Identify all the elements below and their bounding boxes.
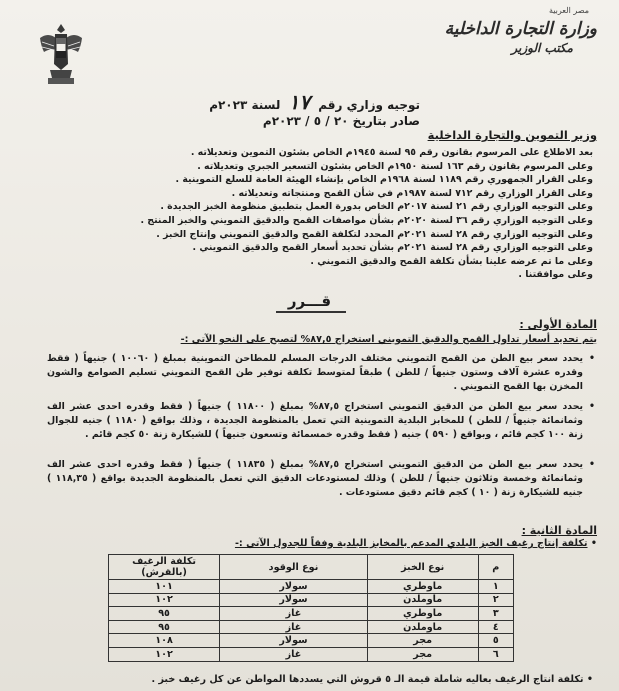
bullet-text: • يحدد سعر بيع الطن من القمح التمويني مختلف الدرجات المسلم للمطاحن التموينية بمبلغ ( ١٠٠٦٠ ) جنيهاً ( فقط وقدره عشرة آلاف وستون جنيهاً / للطن ) طبقاً لمتوسط تكلفة توفير طن القمح التمويني تسليم الصوامع والشون المخزن بها القمح التمويني . [47, 352, 595, 395]
article-2-title: المادة الثانية : [521, 524, 597, 537]
table-cell: ١ [478, 580, 513, 594]
table-cell: سولار [220, 634, 368, 648]
article-2-subtitle: • تكلفة إنتاج رغيف الخبز البلدي المدعم بالمخابز البلدية وفقاً للجدول الآتي :- [234, 538, 597, 549]
table-cell: سولار [220, 593, 368, 607]
table-cell: ١٠٢ [109, 647, 220, 661]
bullet-text: • يحدد سعر بيع الطن من الدقيق التمويني استخراج ٨٧,٥% بمبلغ ( ١١٨٠٠ ) جنيهاً ( فقط وقدره احدى عشر الف وثمانمائة جنيهاً / للطن ) للمخابز البلدية التموينية التي تعمل بالمنظومة الجديدة ، وذلك بواقع ( ١١٨٠ ) جنيه للجوال زنة ١٠٠ كجم قائم ، وبواقع ( ٥٩٠ ) جنيه ( فقط وقدره خمسمائة وتسعون جنيهاً ) للشيكارة زنة ٥٠ كجم قائم . [47, 400, 595, 443]
table-cell: مجر [367, 634, 478, 648]
article-1-bullet [47, 400, 595, 443]
preamble-line: وعلى القرار الجمهوري رقم ١١٨٩ لسنة ١٩٦٨م الخاص بإنشاء الهيئة العامة للسلع التموينية . [175, 174, 593, 186]
preamble-line: وعلى التوجيه الوزاري رقم ٢٨ لسنة ٢٠٢١م المحدد لتكلفة القمح والدقيق التمويني وإنتاج الخبز . [156, 228, 593, 240]
table-cell: ٦ [478, 647, 513, 661]
column-header: م [478, 555, 513, 580]
preamble-line: وعلى ما تم عرضه علينا بشأن تكلفة القمح والدقيق التمويني . [310, 255, 593, 267]
decree-number: ١٧ [288, 90, 311, 114]
article-2-subtitle-text: تكلفة إنتاج رغيف الخبز البلدي المدعم بالمخابز البلدية وفقاً للجدول الآتي :- [234, 538, 588, 549]
preamble-line: وعلى المرسوم بقانون رقم ١٦٣ لسنة ١٩٥٠م الخاص بشئون التسعير الجبري وتعديلاته . [197, 160, 593, 172]
table-cell: ٣ [478, 607, 513, 621]
preamble-line: وعلى التوجيه الوزاري رقم ٣٦ لسنة ٢٠٢٠م بشأن مواصفات القمح والدقيق التمويني والخبز المنتج . [140, 214, 593, 226]
ministry-header [397, 6, 597, 55]
table-cell: ٥ [478, 634, 513, 648]
decree-heading [120, 90, 420, 128]
decree-date-label: صادر بتاريخ [352, 114, 420, 128]
table-cell: ماوملدن [367, 620, 478, 634]
table-cell: ٩٥ [109, 620, 220, 634]
decision-heading: قـــرر [287, 292, 332, 310]
article-1-subtitle: يتم تحديد أسعار تداول القمح والدقيق التمويني استخراج ٨٧,٥% لتصبح على النحو الآتي :- [180, 334, 597, 345]
office-name: مكتب الوزير [511, 41, 573, 55]
table-row [109, 620, 514, 634]
table-row [109, 647, 514, 661]
table-cell: غاز [220, 620, 368, 634]
table-header-row [109, 555, 514, 580]
table-cell: غاز [220, 647, 368, 661]
table-cell: غاز [220, 607, 368, 621]
preamble [83, 146, 593, 282]
decree-year: لسنة ٢٠٢٣م [209, 98, 281, 112]
column-header: نوع الخبز [367, 555, 478, 580]
table-cell: ١٠٨ [109, 634, 220, 648]
country-name: مصر العربية [548, 6, 589, 15]
table-row [109, 593, 514, 607]
minister-title: وزير التموين والتجارة الداخلية [427, 128, 597, 142]
table-cell: ٢ [478, 593, 513, 607]
article-1-bullet [47, 352, 595, 395]
decision-underline [276, 311, 346, 313]
table-row [109, 607, 514, 621]
table-cell: ١٠٢ [109, 593, 220, 607]
table-cell: ماوطري [367, 607, 478, 621]
preamble-line: وعلى التوجيه الوزاري رقم ٢١ لسنة ٢٠١٧م الخاص بدورة العمل بتطبيق منظومة الخبز الجديدة . [160, 201, 593, 213]
preamble-line: بعد الاطلاع على المرسوم بقانون رقم ٩٥ لسنة ١٩٤٥م الخاص بشئون التموين وتعديلاته . [190, 147, 593, 158]
table-cell: ١٠١ [109, 580, 220, 594]
bullet-text: • يحدد سعر بيع الطن من الدقيق التمويني استخراج ٨٧,٥% بمبلغ ( ١١٨٣٥ ) جنيهاً ( فقط وقدره احدى عشر الف وثمانمائة وخمسة وثلاثون جنيهاً / للطن ) وذلك لمستودعات الدقيق التي تعمل بالمنظومة الجديدة بواقع ( ١١٨,٣٥ ) جنيه للشيكارة زنة ( ١٠ ) كجم قائم دقيق مستودعات . [47, 458, 595, 501]
table-cell: سولار [220, 580, 368, 594]
bread-cost-table [108, 554, 514, 662]
ministry-name: وزارة التجارة الداخلية [444, 19, 597, 39]
egypt-eagle-emblem-icon [36, 20, 86, 88]
article-1-title: المادة الأولى : [519, 318, 597, 331]
preamble-line: وعلى التوجيه الوزاري رقم ٢٨ لسنة ٢٠٢١م بشأن تحديد أسعار القمح والدقيق التمويني . [192, 242, 593, 254]
article-1-bullet [47, 458, 595, 501]
table-row [109, 580, 514, 594]
table-cell: مجر [367, 647, 478, 661]
table-cell: ماوطري [367, 580, 478, 594]
table-cell: ماوملدن [367, 593, 478, 607]
preamble-line: وعلى القرار الوزاري رقم ٧١٢ لسنة ١٩٨٧م في شأن القمح ومنتجاته وتعديلاته . [231, 187, 593, 199]
column-header: نوع الوقود [220, 555, 368, 580]
decree-prefix: توجيه وزاري رقم [318, 98, 420, 112]
table-cell: ٩٥ [109, 607, 220, 621]
article-2-footer-note: • تكلفة انتاج الرغيف بعاليه شاملة قيمة الـ ٥ قروش التي يسددها المواطن عن كل رغيف خبز . [151, 674, 593, 685]
column-header: تكلفة الرغيف (بالقرش) [109, 555, 220, 580]
preamble-line: وعلى موافقتنا . [518, 269, 593, 281]
table-cell: ٤ [478, 620, 513, 634]
table-row [109, 634, 514, 648]
decree-date: ٢٠ / ٥ / ٢٠٢٣م [262, 114, 349, 128]
